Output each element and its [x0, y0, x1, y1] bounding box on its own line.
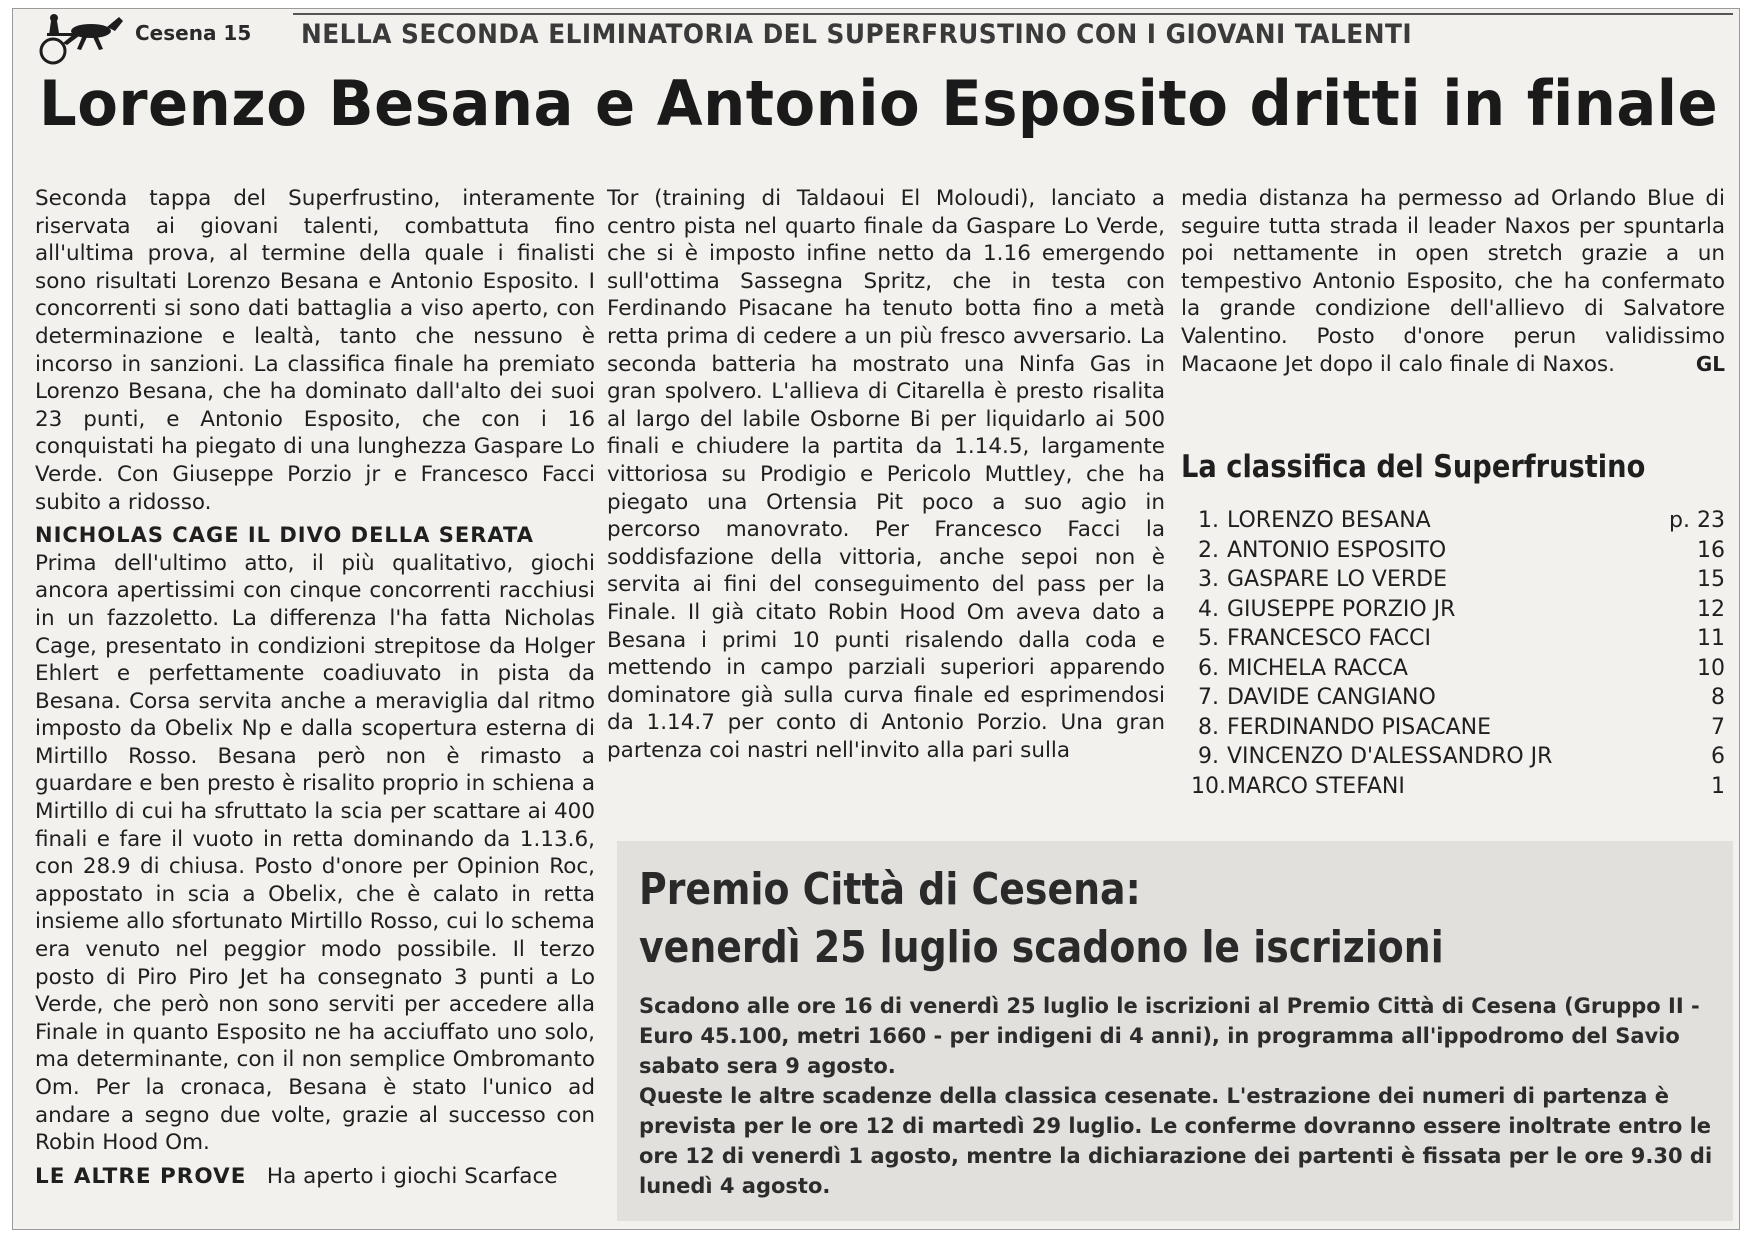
ranking-name: FRANCESCO FACCI — [1227, 626, 1431, 651]
ranking-position: 6. — [1198, 655, 1219, 681]
box-title-line: venerdì 25 luglio scadono le iscrizioni — [639, 922, 1444, 973]
ranking-entry — [1181, 683, 1436, 713]
ranking-position: 1. — [1198, 508, 1219, 533]
ranking-entry — [1181, 772, 1405, 802]
article-paragraph: Prima dell'ultimo atto, il più qualitativo, giochi ancora apertissimi con cinque concorrenti racchiusi in un fazzoletto. La differenza l'ha fatta Nicholas Cage, presentato in condizioni strepitose da Holger Ehlert e perfettamente coadiuvato in pista da Besana. Corsa servita anche a meraviglia dal ritmo imposto da Obelix Np e dalla scopertura esterna di Mirtillo Rosso. Besana però non è rimasto a guardare e ben presto è risalito proprio in schiena a Mirtillo di cui ha sfruttato la scia per scattare ai 400 finali e fare il vuoto in retta dominando da 1.13.6, con 28.9 di chiusa. Posto d'onore per Opinion Roc, appostato in scia a Obelix, che è calato in retta insieme allo sfortunato Mirtillo Rosso, cui lo schema era venuto nel peggior modo possibile. Il terzo posto di Piro Piro Jet ha consegnato 3 punti a Lo Verde, che però non sono serviti per accedere alla Finale in quanto Esposito ne ha acciuffato uno solo, ma determinante, con il non semplice Ombromanto Om. Per la cronaca, Besana è stato l'unico ad andare a segno due volte, grazie al successo con Robin Hood Om. — [35, 550, 595, 1156]
article-column-1 — [35, 185, 595, 1190]
ranking-position: 10. — [1191, 773, 1226, 799]
ranking-entry — [1181, 742, 1552, 772]
ranking-row — [1181, 624, 1725, 654]
section-label: Cesena 15 — [135, 21, 252, 45]
ranking-entry — [1181, 654, 1408, 684]
ranking-points: 6 — [1711, 744, 1725, 769]
article-column-3 — [1181, 185, 1725, 379]
ranking-row — [1181, 595, 1725, 625]
harness-racing-icon — [27, 9, 127, 69]
ranking-entry — [1181, 506, 1431, 536]
ranking-points: 1 — [1711, 773, 1725, 799]
ranking-position: 5. — [1198, 626, 1219, 651]
ranking-row — [1181, 506, 1725, 536]
article-paragraph — [35, 1163, 595, 1191]
ranking-position: 4. — [1198, 596, 1219, 622]
ranking-points: 12 — [1697, 596, 1725, 622]
ranking-name: ANTONIO ESPOSITO — [1227, 537, 1447, 563]
ranking-points: 10 — [1697, 655, 1725, 681]
ranking-row — [1181, 536, 1725, 566]
ranking-row — [1181, 742, 1725, 772]
ranking-position: 7. — [1198, 685, 1219, 710]
ranking-points: 16 — [1697, 537, 1725, 563]
article-column-2 — [607, 185, 1165, 764]
ranking-title: La classifica del Superfrustino — [1181, 449, 1646, 485]
ranking-position: 8. — [1198, 714, 1219, 740]
ranking-row — [1181, 772, 1725, 802]
ranking-row — [1181, 683, 1725, 713]
ranking-position: 9. — [1198, 744, 1219, 769]
ranking-points: 15 — [1697, 567, 1725, 592]
ranking-entry — [1181, 713, 1491, 743]
newspaper-page — [12, 8, 1740, 1230]
article-subhead: NICHOLAS CAGE IL DIVO DELLA SERATA — [35, 523, 534, 548]
ranking-entry — [1181, 595, 1455, 625]
ranking-row — [1181, 654, 1725, 684]
box-paragraph: Scadono alle ore 16 di venerdì 25 luglio le iscrizioni al Premio Città di Cesena (Gruppo II - Euro 45.100, metri 1660 - per indigeni di 4 anni), in programma all'ippodromo del Savio sabato sera 9 agosto. — [639, 994, 1700, 1078]
ranking-name: GASPARE LO VERDE — [1227, 567, 1448, 592]
ranking-position: 2. — [1198, 537, 1219, 563]
ranking-points: p. 23 — [1669, 508, 1725, 533]
article-text: Ha aperto i giochi Scarface — [266, 1163, 558, 1189]
ranking-name: VINCENZO D'ALESSANDRO JR — [1227, 744, 1553, 769]
ranking-name: FERDINANDO PISACANE — [1227, 714, 1492, 740]
box-paragraph: Queste le altre scadenze della classica cesenate. L'estrazione dei numeri di partenza è prevista per le ore 12 di martedì 29 luglio. Le conferme dovranno essere inoltrate entro le ore 12 di venerdì 1 agosto, mentre la dichiarazione dei partenti è fissata per le ore 9.30 di lunedì 4 agosto. — [639, 1084, 1713, 1198]
box-title — [639, 861, 1444, 977]
article-paragraph: media distanza ha permesso ad Orlando Blue di seguire tutta strada il leader Naxos per spuntarla poi nettamente in open stretch grazie a un tempestivo Antonio Esposito, che ha confermato la grande condizione dell'allievo di Salvatore Valentino. Posto d'onore perun validissimo Macaone Jet dopo il calo finale di Naxos. — [1181, 186, 1725, 377]
ranking-row — [1181, 565, 1725, 595]
ranking-entry — [1181, 624, 1431, 654]
byline: GL — [1695, 352, 1725, 377]
ranking-points: 8 — [1711, 685, 1725, 710]
ranking-name: MICHELA RACCA — [1227, 655, 1408, 681]
ranking-points: 7 — [1711, 714, 1725, 740]
ranking-entry — [1181, 536, 1446, 566]
box-text — [639, 991, 1719, 1201]
article-paragraph: Tor (training di Taldaoui El Moloudi), lanciato a centro pista nel quarto finale da Gaspare Lo Verde, che si è imposto infine netto da 1.16 emergendo sull'ottima Sassegna Spritz, che in testa con Ferdinando Pisacane ha tenuto botta fino a metà retta prima di cedere a un più fresco avversario. La seconda batteria ha mostrato una Ninfa Gas in gran spolvero. L'allieva di Citarella è presto risalita al largo del labile Osborne Bi per liquidarlo ai 500 finali e chiudere la partita da 1.14.5, largamente vittoriosa su Prodigio e Pericolo Muttley, che ha piegato una Ortensia Pit poco a suo agio in percorso manovrato. Per Francesco Facci la soddisfazione della vittoria, anche sepoi non è servita ai fini del conseguimento del pass per la Finale. Il già citato Robin Hood Om aveva dato a Besana i primi 10 punti risalendo dalla coda e mettendo in campo parziali superiori apparendo dominatore già sulla curva finale ed esprimendosi da 1.14.7 per conto di Antonio Porzio. Una gran partenza coi nastri nell'invito alla pari sulla — [607, 186, 1165, 763]
ranking-points: 11 — [1697, 626, 1725, 651]
kicker: NELLA SECONDA ELIMINATORIA DEL SUPERFRUSTINO CON I GIOVANI TALENTI — [301, 19, 1413, 50]
ranking-table — [1181, 506, 1725, 801]
headline: Lorenzo Besana e Antonio Esposito dritti in finale — [39, 67, 1719, 140]
ranking-name: GIUSEPPE PORZIO JR — [1227, 596, 1456, 622]
top-rule — [293, 13, 1733, 15]
ranking-row — [1181, 713, 1725, 743]
ranking-entry — [1181, 565, 1447, 595]
ranking-name: DAVIDE CANGIANO — [1227, 685, 1436, 710]
ranking-name: MARCO STEFANI — [1227, 773, 1405, 799]
article-subhead: LE ALTRE PROVE — [35, 1163, 247, 1189]
premio-box — [617, 841, 1733, 1221]
ranking-position: 3. — [1198, 567, 1219, 592]
box-title-line: Premio Città di Cesena: — [639, 864, 1141, 915]
article-paragraph: Seconda tappa del Superfrustino, interamente riservata ai giovani talenti, combattuta fino all'ultima prova, al termine della quale i finalisti sono risultati Lorenzo Besana e Antonio Esposito. I concorrenti si sono dati battaglia a viso aperto, con determinazione e lealtà, tanto che nessuno è incorso in sanzioni. La classifica finale ha premiato Lorenzo Besana, che ha dominato dall'alto dei suoi 23 punti, e Antonio Esposito, che con i 16 conquistati ha piegato di una lunghezza Gaspare Lo Verde. Con Giuseppe Porzio jr e Francesco Facci subito a ridosso. — [35, 186, 595, 515]
ranking-name: LORENZO BESANA — [1227, 508, 1431, 533]
